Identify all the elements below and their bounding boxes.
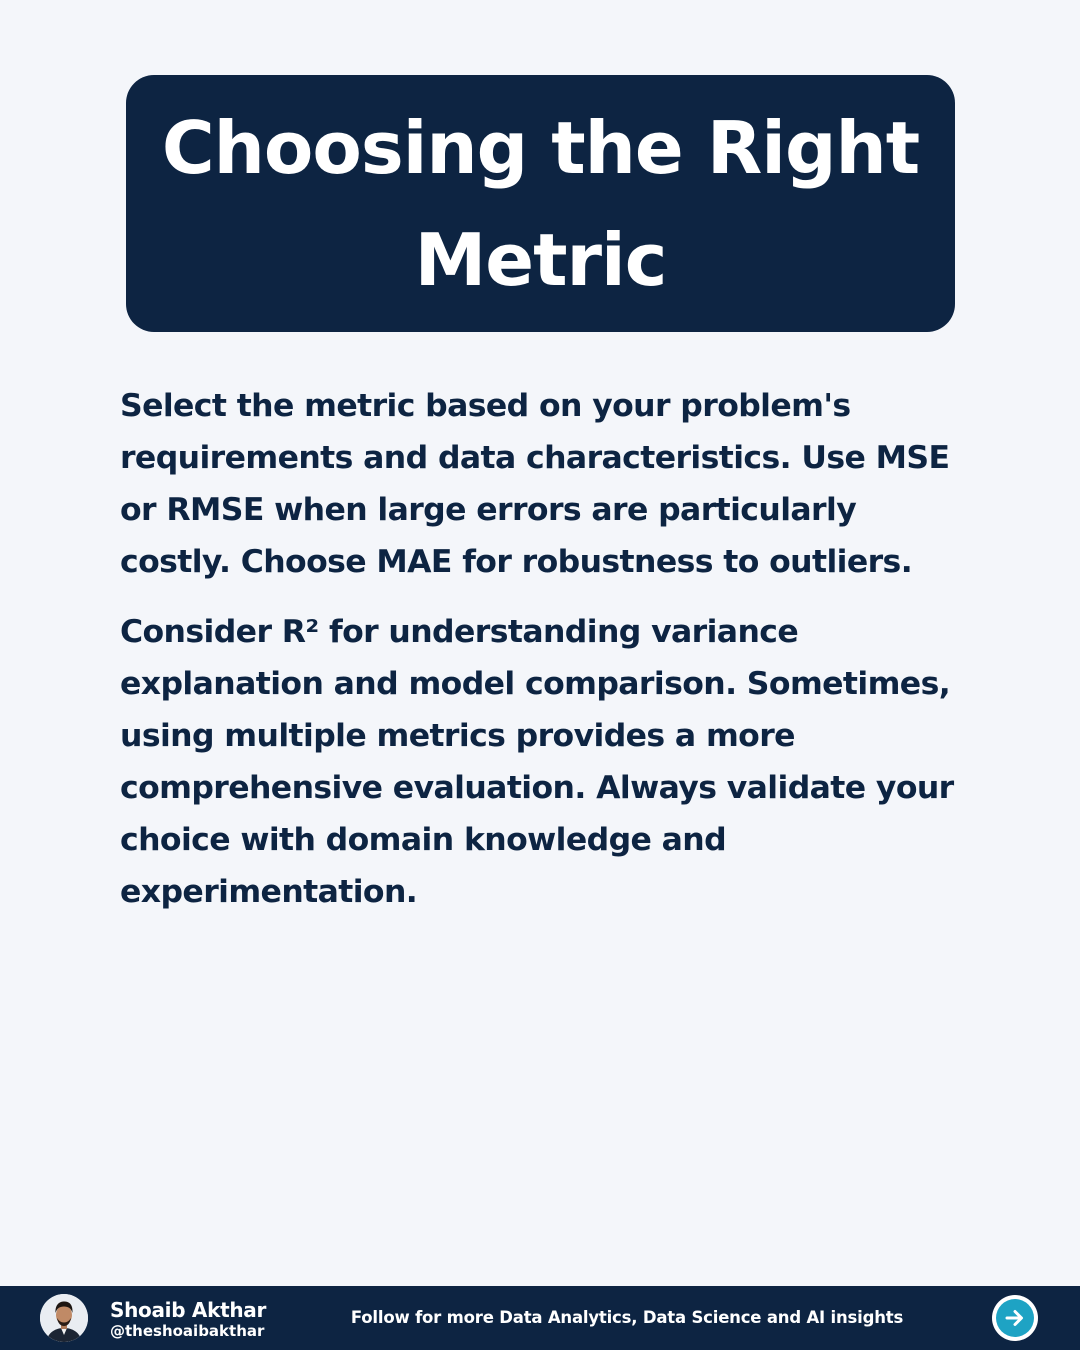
arrow-right-circle-icon xyxy=(1003,1306,1027,1330)
body-paragraph-1: Select the metric based on your problem's requirements and data characteristics. Use MSE or RMSE when large errors are particularly costly. Choose MAE for robustness to outliers. xyxy=(120,388,950,580)
next-button-circle xyxy=(996,1299,1034,1337)
title-line-2: Metric xyxy=(414,217,667,302)
avatar-portrait-icon xyxy=(40,1294,88,1342)
follow-cta-text: Follow for more Data Analytics, Data Science and AI insights xyxy=(350,1308,904,1327)
body-paragraph-2: Consider R² for understanding variance explanation and model comparison. Sometimes, using multiple metrics provides a more comprehensive evaluation. Always validate your choice with domain knowledge and experimentation. xyxy=(120,614,954,910)
avatar xyxy=(40,1294,88,1342)
author-handle: @theshoaibakthar xyxy=(110,1322,265,1340)
footer-bar xyxy=(0,1286,1080,1350)
body-content xyxy=(120,380,970,918)
title-card xyxy=(126,75,955,332)
author-name: Shoaib Akthar xyxy=(110,1298,267,1322)
title-line-1: Choosing the Right xyxy=(161,105,920,190)
page-title xyxy=(162,92,919,316)
next-slide-button[interactable] xyxy=(992,1295,1038,1341)
